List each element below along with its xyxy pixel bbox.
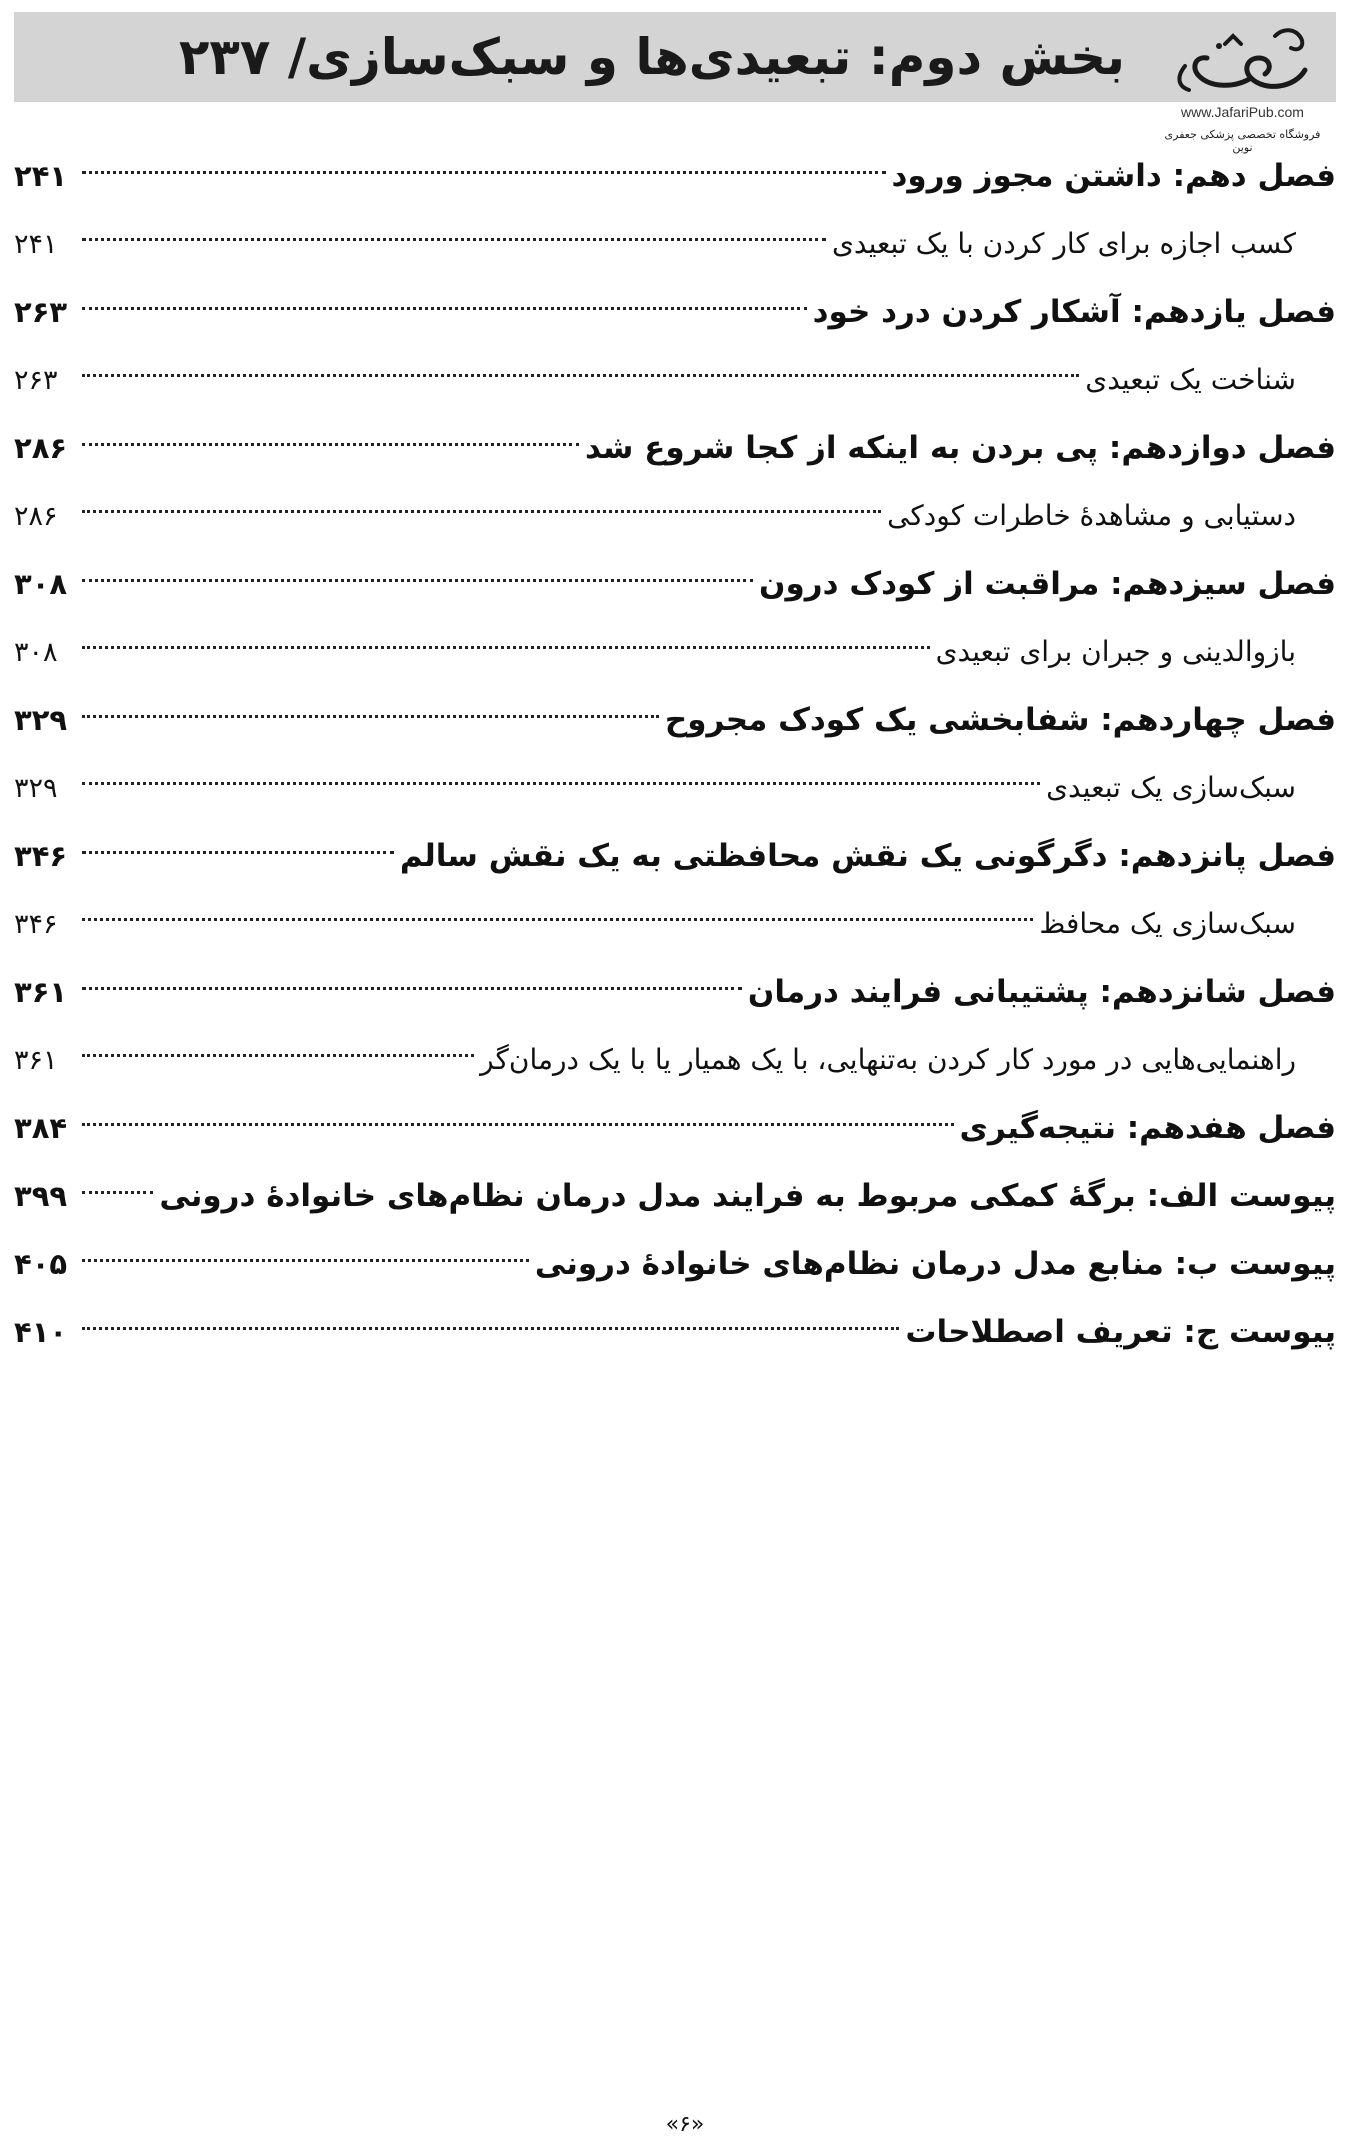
toc-entry-page-number: ۳۶۱ (14, 975, 68, 1009)
dot-leader (82, 987, 742, 990)
toc-entry-title: فصل هفدهم: نتیجه‌گیری (959, 1110, 1336, 1146)
toc-entry-page-number: ۳۰۸ (14, 567, 68, 601)
toc-chapter-row[interactable] (14, 550, 1336, 618)
toc-chapter-row[interactable] (14, 958, 1336, 1026)
toc-entry-title: کسب اجازه برای کار کردن با یک تبعیدی (831, 227, 1296, 260)
toc-section-row[interactable] (14, 482, 1336, 550)
dot-leader (82, 1191, 153, 1194)
toc-entry-title: فصل پانزدهم: دگرگونی یک نقش محافظتی به یک نقش سالم (399, 838, 1336, 874)
toc-entry-page-number: ۳۴۶ (14, 839, 68, 873)
dot-leader (82, 646, 930, 649)
dot-leader (82, 171, 886, 174)
toc-entry-title: پیوست ب: منابع مدل درمان نظام‌های خانوادهٔ درونی (534, 1246, 1336, 1282)
toc-entry-title: شناخت یک تبعیدی (1085, 363, 1296, 396)
toc-chapter-row[interactable] (14, 278, 1336, 346)
toc-entry-page-number: ۳۶۱ (14, 1045, 58, 1076)
toc-entry-title: فصل سیزدهم: مراقبت از کودک درون (759, 566, 1336, 602)
toc-entry-page-number: ۲۴۱ (14, 159, 68, 193)
dot-leader (82, 374, 1079, 377)
toc-entry-page-number: ۲۶۳ (14, 365, 58, 396)
toc-entry-page-number: ۳۲۹ (14, 773, 58, 804)
publisher-logo-icon (1155, 18, 1330, 106)
toc-entry-page-number: ۳۲۹ (14, 703, 68, 737)
toc-entry-title: فصل دوازدهم: پی بردن به اینکه از کجا شروع شد (585, 430, 1336, 466)
toc-section-row[interactable] (14, 890, 1336, 958)
dot-leader (82, 918, 1033, 921)
toc-entry-title: فصل چهاردهم: شفابخشی یک کودک مجروح (664, 702, 1336, 738)
toc-section-row[interactable] (14, 346, 1336, 414)
toc-section-row[interactable] (14, 618, 1336, 686)
toc-section-row[interactable] (14, 210, 1336, 278)
dot-leader (82, 510, 881, 513)
toc-chapter-row[interactable] (14, 1230, 1336, 1298)
dot-leader (82, 782, 1040, 785)
toc-entry-page-number: ۳۹۹ (14, 1179, 68, 1213)
dot-leader (82, 1123, 954, 1126)
dot-leader (82, 307, 807, 310)
dot-leader (82, 1054, 474, 1057)
toc-entry-title: فصل یازدهم: آشکار کردن درد خود (812, 294, 1336, 330)
publisher-logo (1155, 18, 1330, 158)
toc-entry-title: فصل شانزدهم: پشتیبانی فرایند درمان (747, 974, 1336, 1010)
toc-chapter-row[interactable] (14, 414, 1336, 482)
dot-leader (82, 851, 394, 854)
toc-entry-page-number: ۲۶۳ (14, 295, 68, 329)
toc-entry-title: دستیابی و مشاهدهٔ خاطرات کودکی (887, 499, 1296, 532)
toc-entry-title: بازوالدینی و جبران برای تبعیدی (935, 635, 1296, 668)
toc-section-row[interactable] (14, 1026, 1336, 1094)
toc-chapter-row[interactable] (14, 142, 1336, 210)
table-of-contents (14, 142, 1336, 1366)
toc-entry-page-number: ۴۰۵ (14, 1247, 68, 1281)
toc-entry-page-number: ۲۴۱ (14, 229, 58, 260)
toc-entry-title: سبک‌سازی یک محافظ (1039, 907, 1296, 940)
toc-entry-page-number: ۳۴۶ (14, 909, 58, 940)
toc-chapter-row[interactable] (14, 822, 1336, 890)
dot-leader (82, 1327, 899, 1330)
toc-entry-title: پیوست الف: برگهٔ کمکی مربوط به فرایند مدل درمان نظام‌های خانوادهٔ درونی (159, 1178, 1336, 1214)
toc-chapter-row[interactable] (14, 1094, 1336, 1162)
toc-chapter-row[interactable] (14, 1298, 1336, 1366)
toc-entry-title: فصل دهم: داشتن مجوز ورود (891, 158, 1336, 194)
toc-entry-page-number: ۴۱۰ (14, 1315, 68, 1349)
dot-leader (82, 579, 753, 582)
toc-entry-page-number: ۳۰۸ (14, 637, 58, 668)
page-header-title: بخش دوم: تبعیدی‌ها و سبک‌سازی/ ۲۳۷ (178, 28, 1125, 86)
publisher-tagline: فروشگاه تخصصی پزشکی جعفری نوین (1164, 128, 1321, 154)
toc-chapter-row[interactable] (14, 686, 1336, 754)
toc-entry-title: سبک‌سازی یک تبعیدی (1046, 771, 1296, 804)
toc-entry-page-number: ۲۸۶ (14, 501, 58, 532)
publisher-url: www.JafariPub.com (1181, 104, 1304, 120)
dot-leader (82, 1259, 529, 1262)
dot-leader (82, 715, 659, 718)
toc-section-row[interactable] (14, 754, 1336, 822)
dot-leader (82, 238, 826, 241)
toc-entry-title: راهنمایی‌هایی در مورد کار کردن به‌تنهایی، با یک همیار یا با یک درمان‌گر (480, 1043, 1296, 1076)
toc-entry-title: پیوست ج: تعریف اصطلاحات (905, 1314, 1336, 1350)
toc-entry-page-number: ۳۸۴ (14, 1111, 68, 1145)
dot-leader (82, 443, 579, 446)
page-number: «۶» (665, 2112, 705, 2137)
toc-chapter-row[interactable] (14, 1162, 1336, 1230)
toc-entry-page-number: ۲۸۶ (14, 431, 68, 465)
